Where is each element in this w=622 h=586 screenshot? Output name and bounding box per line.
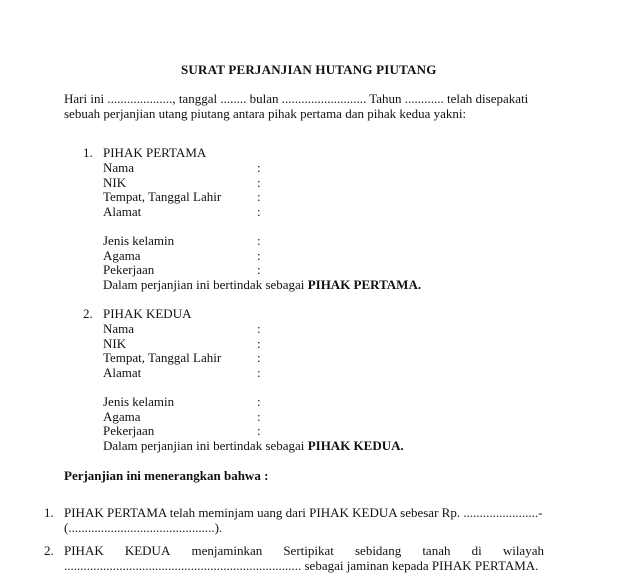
clause-2-number: 2. [44, 543, 54, 558]
party-2-closing-text: Dalam perjanjian ini bertindak sebagai [103, 438, 308, 453]
intro-line-1: Hari ini ...................., tanggal ........ bulan .......................... Tahun ............ telah disepakati [64, 91, 529, 106]
party-2-heading: PIHAK KEDUA [103, 306, 192, 321]
intro-line-2: sebuah perjanjian utang piutang antara pihak pertama dan pihak kedua yakni: [64, 106, 467, 121]
party-2-field-pekerjaan: Pekerjaan [103, 423, 155, 438]
party-1-closing-role: PIHAK PERTAMA. [307, 277, 422, 292]
party-2-colon: : [257, 365, 261, 380]
party-2-closing [103, 438, 404, 453]
party-2-colon: : [257, 350, 261, 365]
clause-2-word: PIHAK [64, 543, 104, 558]
party-2-field-alamat: Alamat [103, 365, 142, 380]
party-1-field-nik: NIK [103, 175, 127, 190]
party-2-closing-role: PIHAK KEDUA. [307, 438, 404, 453]
party-2-field-jenis-kelamin: Jenis kelamin [103, 394, 175, 409]
party-2-field-ttl: Tempat, Tanggal Lahir [103, 350, 222, 365]
statement-heading: Perjanjian ini menerangkan bahwa : [64, 468, 269, 483]
party-2-colon: : [257, 409, 261, 424]
party-1-colon: : [257, 248, 261, 263]
party-1-heading: PIHAK PERTAMA [103, 145, 207, 160]
party-1-closing [103, 277, 421, 292]
party-1-number: 1. [83, 145, 93, 160]
party-2-field-nik: NIK [103, 336, 127, 351]
party-1-field-nama: Nama [103, 160, 135, 175]
party-1-field-pekerjaan: Pekerjaan [103, 262, 155, 277]
party-1-field-jenis-kelamin: Jenis kelamin [103, 233, 175, 248]
clause-2-word: wilayah [502, 543, 544, 558]
party-2-colon: : [257, 336, 261, 351]
party-2-colon: : [257, 321, 261, 336]
clause-1-line-1: PIHAK PERTAMA telah meminjam uang dari PIHAK KEDUA sebesar Rp. .......................- [64, 505, 543, 520]
document-title: SURAT PERJANJIAN HUTANG PIUTANG [181, 62, 437, 77]
party-2-colon: : [257, 394, 261, 409]
party-1-field-alamat: Alamat [103, 204, 142, 219]
clause-2-word: sebidang [354, 543, 402, 558]
clause-2-word: tanah [422, 543, 451, 558]
clause-1-line-2: (.............................................). [64, 520, 223, 535]
clause-2-word: di [471, 543, 482, 558]
clause-2-line-1 [64, 543, 544, 558]
party-2-colon: : [257, 423, 261, 438]
party-1-colon: : [257, 189, 261, 204]
clause-2-line-2: ......................................................................... sebagai jaminan kepada PIHAK PERTAMA. [64, 558, 539, 573]
party-1-field-ttl: Tempat, Tanggal Lahir [103, 189, 222, 204]
party-1-colon: : [257, 160, 261, 175]
party-2-field-nama: Nama [103, 321, 135, 336]
party-1-colon: : [257, 175, 261, 190]
party-2-number: 2. [83, 306, 93, 321]
clause-1-number: 1. [44, 505, 54, 520]
party-1-colon: : [257, 204, 261, 219]
party-1-closing-text: Dalam perjanjian ini bertindak sebagai [103, 277, 308, 292]
party-1-field-agama: Agama [103, 248, 141, 263]
party-1-colon: : [257, 262, 261, 277]
clause-2-word: menjaminkan [191, 543, 263, 558]
party-1-colon: : [257, 233, 261, 248]
party-2-field-agama: Agama [103, 409, 141, 424]
clause-2-word: KEDUA [124, 543, 171, 558]
clause-2-word: Sertipikat [283, 543, 334, 558]
